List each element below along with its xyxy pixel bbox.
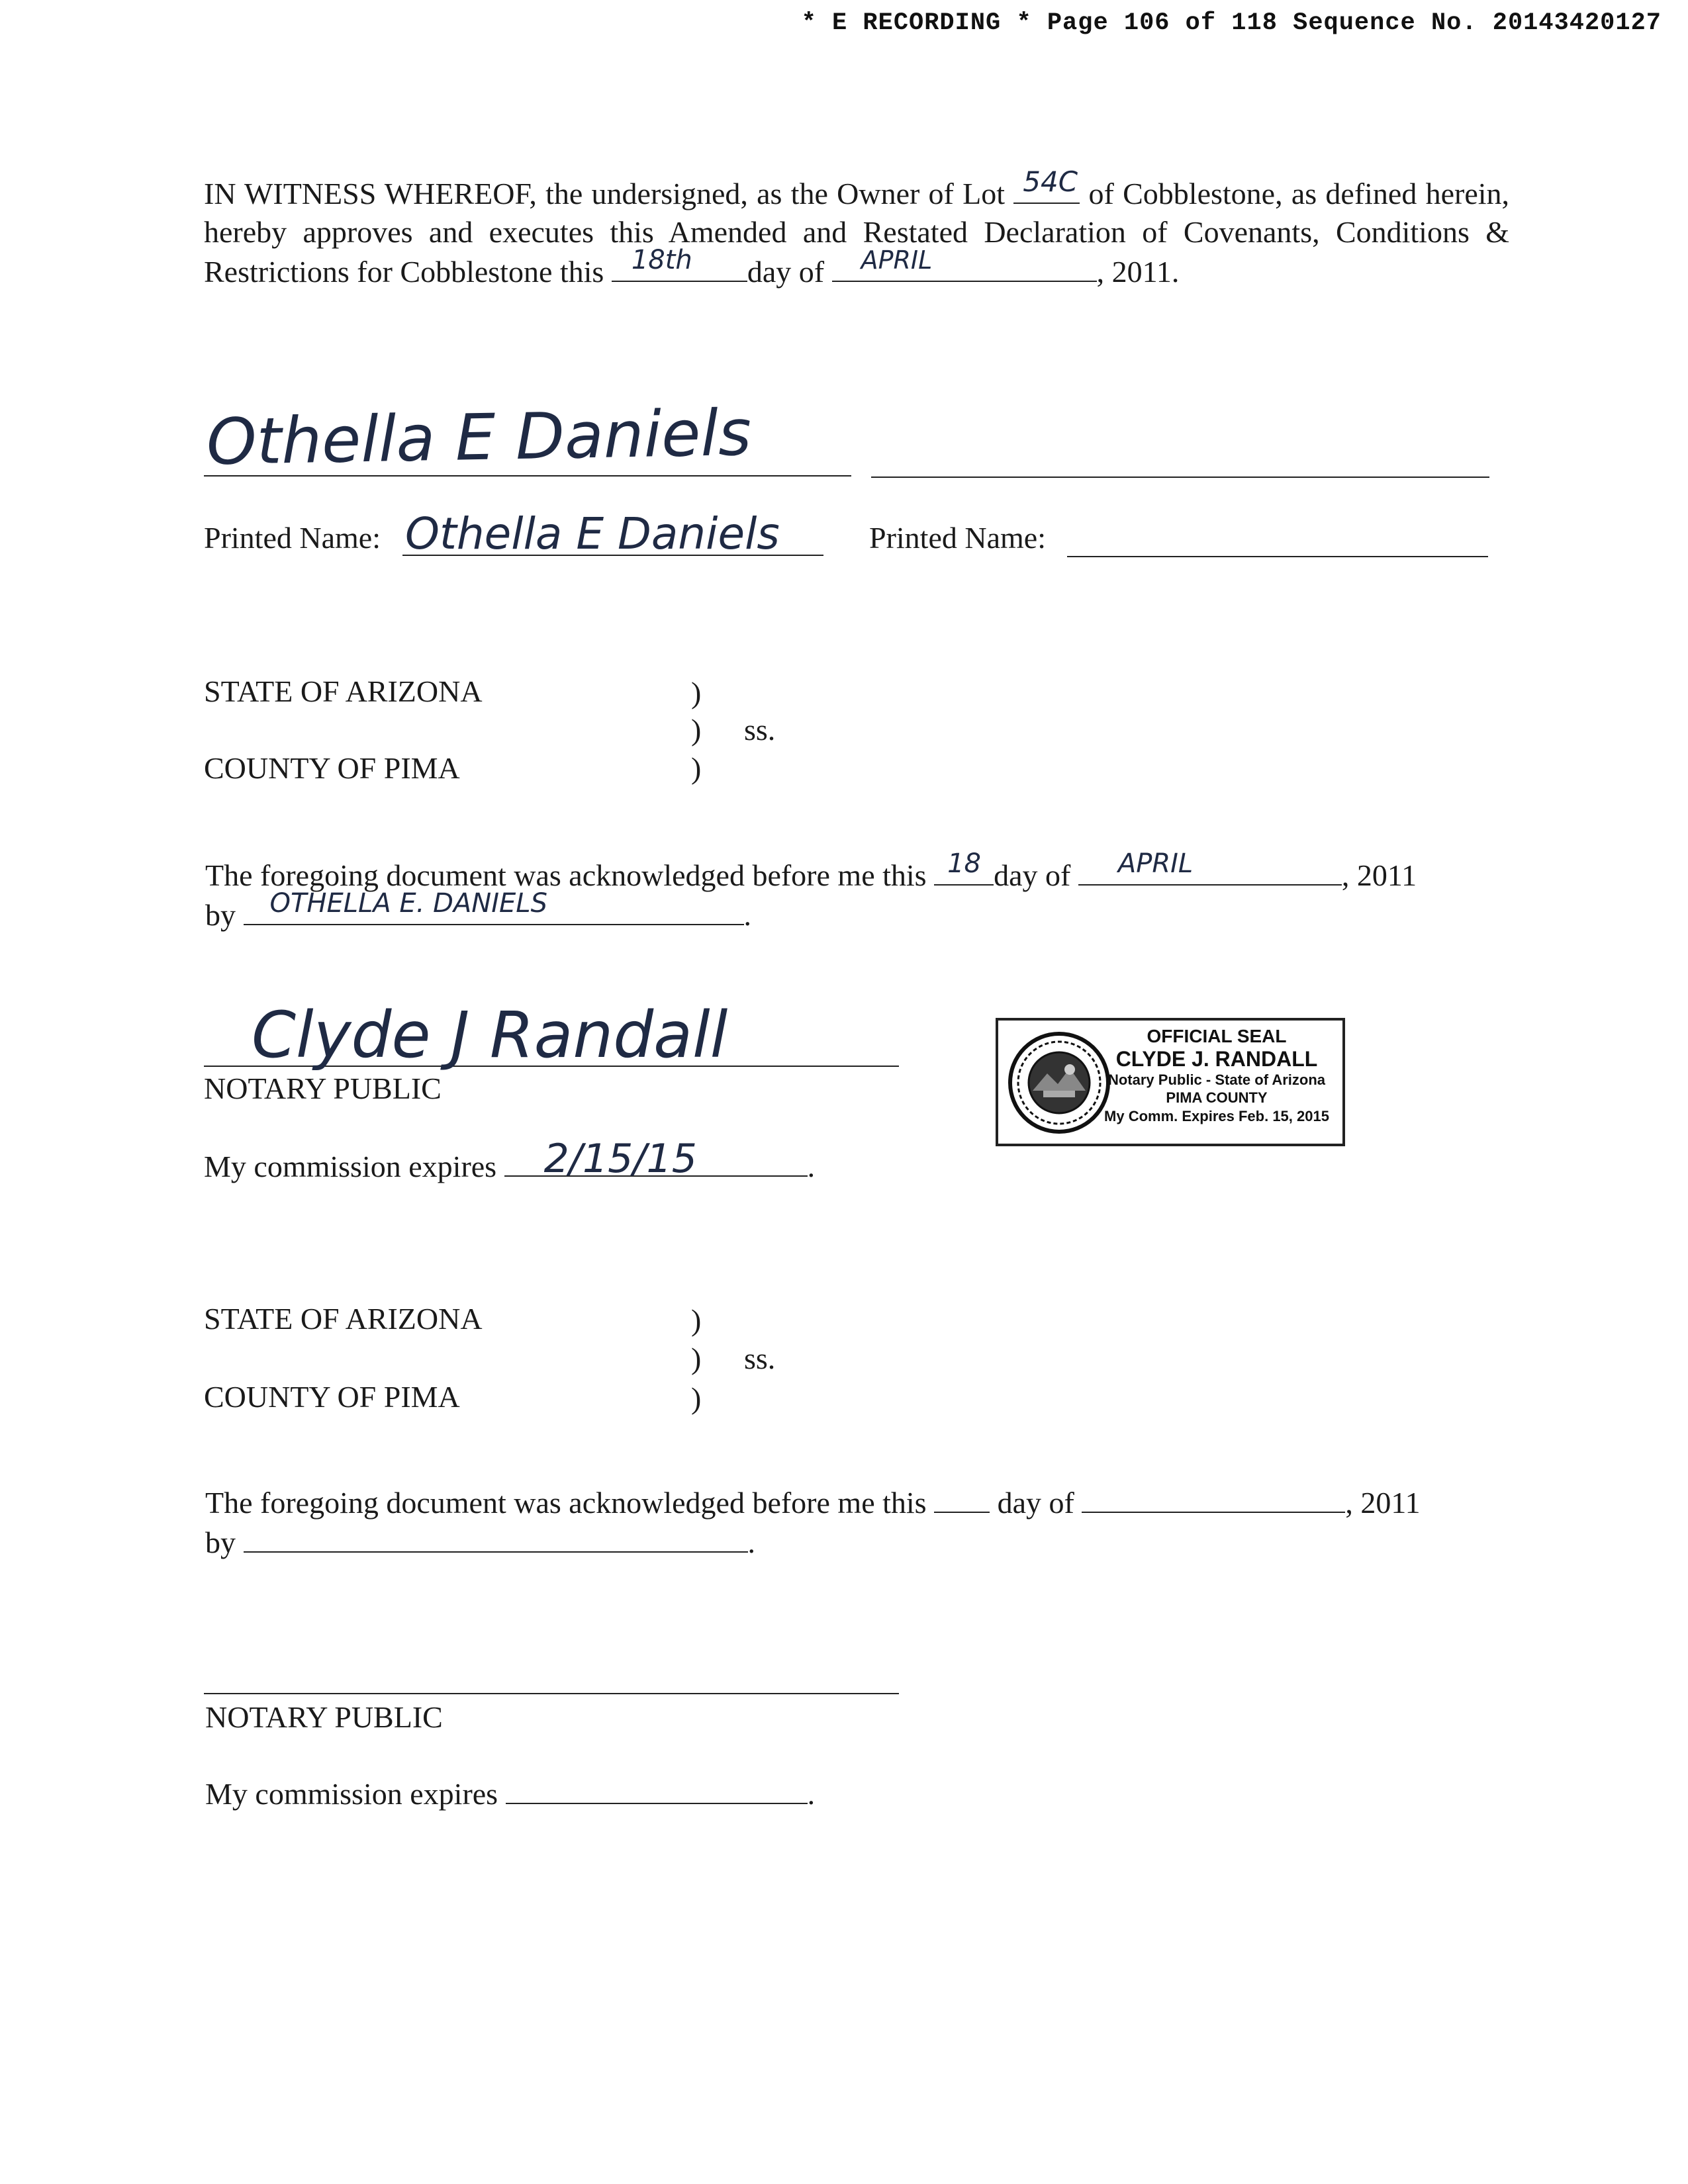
ack1-month-field[interactable] [1078,848,1342,886]
notary2-commission-end: . [807,1777,816,1811]
seal-line-expires: My Comm. Expires Feb. 15, 2015 [1104,1108,1329,1124]
seal-line-official: OFFICIAL SEAL [1147,1026,1287,1046]
ack2-by-label: by [205,1525,236,1559]
month-handwritten: APRIL [861,246,933,275]
printed-name-label-2: Printed Name: [869,521,1046,555]
witness-paragraph [204,165,1510,291]
ack2-by-end: . [747,1525,755,1559]
ack1-paren-3: ) [691,751,702,785]
witness-text-1: IN WITNESS WHEREOF, the undersigned, as the Owner of Lot [204,177,1006,210]
notary1-commission-end: . [807,1150,816,1183]
seal-line-name: CLYDE J. RANDALL [1115,1047,1318,1071]
ack2-paren-3: ) [691,1381,702,1415]
notary1-commission-label: My commission expires [204,1150,497,1183]
ack2-paren-1: ) [691,1303,702,1337]
ack2-ss: ss. [744,1342,776,1375]
notary1-label: NOTARY PUBLIC [204,1071,442,1105]
ack1-by-label: by [205,898,236,932]
ack2-by-row [205,1522,755,1562]
ack2-by-field[interactable] [244,1522,748,1553]
witness-year: 2011. [1111,255,1180,289]
ack1-paren-2: ) [691,713,702,747]
ack1-by-field[interactable] [244,888,744,925]
ack1-paren-1: ) [691,676,702,709]
ack2-paren-2: ) [691,1342,702,1375]
ack2-day-field[interactable] [934,1482,990,1513]
notary2-commission-row [205,1774,815,1813]
printed-name-line-2 [1067,556,1488,557]
lot-number-field[interactable] [1013,165,1080,204]
witness-text-3: day of [747,255,825,289]
ack2-text-2: day of [997,1486,1074,1520]
ack1-county: COUNTY OF PIMA [204,751,460,785]
signer-signature: Othella E Daniels [206,395,752,480]
seal-line-county: PIMA COUNTY [1166,1089,1268,1106]
notary2-signature-line [204,1693,899,1694]
ack1-by-handwritten: OTHELLA E. DANIELS [269,888,547,919]
ack1-day-field[interactable] [934,848,994,886]
day-handwritten: 18th [631,245,692,275]
ack1-text-1: The foregoing document was acknowledged before me this [205,858,927,892]
ack1-ss: ss. [744,713,776,747]
notary2-label: NOTARY PUBLIC [205,1700,443,1734]
month-field[interactable] [832,246,1097,282]
ack1-month-handwritten: APRIL [1117,848,1194,879]
notary2-commission-field[interactable] [506,1774,808,1804]
seal-line-title: Notary Public - State of Arizona [1107,1071,1325,1088]
notary1-commission-handwritten: 2/15/15 [543,1136,697,1182]
official-seal-stamp [996,1018,1345,1146]
recording-header: * E RECORDING * Page 106 of 118 Sequence No. 20143420127 [801,9,1662,37]
notary2-commission-label: My commission expires [205,1777,498,1811]
notary1-commission-row [204,1136,816,1186]
ack2-county: COUNTY OF PIMA [204,1380,460,1414]
printed-name-handwritten-1: Othella E Daniels [405,508,780,559]
ack2-state: STATE OF ARIZONA [204,1302,483,1336]
notary1-commission-field[interactable] [504,1136,808,1182]
ack1-text-2: day of [994,858,1071,892]
lot-number-handwritten: 54C [1023,165,1078,198]
day-field[interactable] [612,245,747,282]
second-signature-line [871,477,1489,478]
printed-name-label-1: Printed Name: [204,521,381,555]
ack2-text-1: The foregoing document was acknowledged before me this [205,1486,927,1520]
ack1-state: STATE OF ARIZONA [204,674,483,708]
arizona-seal-emblem [1006,1030,1112,1136]
ack2-year: , 2011 [1345,1486,1421,1520]
ack1-year: , 2011 [1341,858,1417,892]
ack1-day-handwritten: 18 [947,848,981,879]
notary1-signature: Clyde J Randall [252,998,728,1072]
ack2-statement [205,1482,1421,1522]
witness-text-4: , [1096,255,1105,289]
ack2-month-field[interactable] [1082,1482,1345,1513]
ack1-by-end: . [743,898,751,932]
ack1-by-row [205,888,751,934]
witness-text-2: of Cobblestone, as defined herein, hereby approves and executes this Amended and Restated Declaration of Covenants, Conditions & Restrictions for Cobblestone this [204,177,1510,289]
